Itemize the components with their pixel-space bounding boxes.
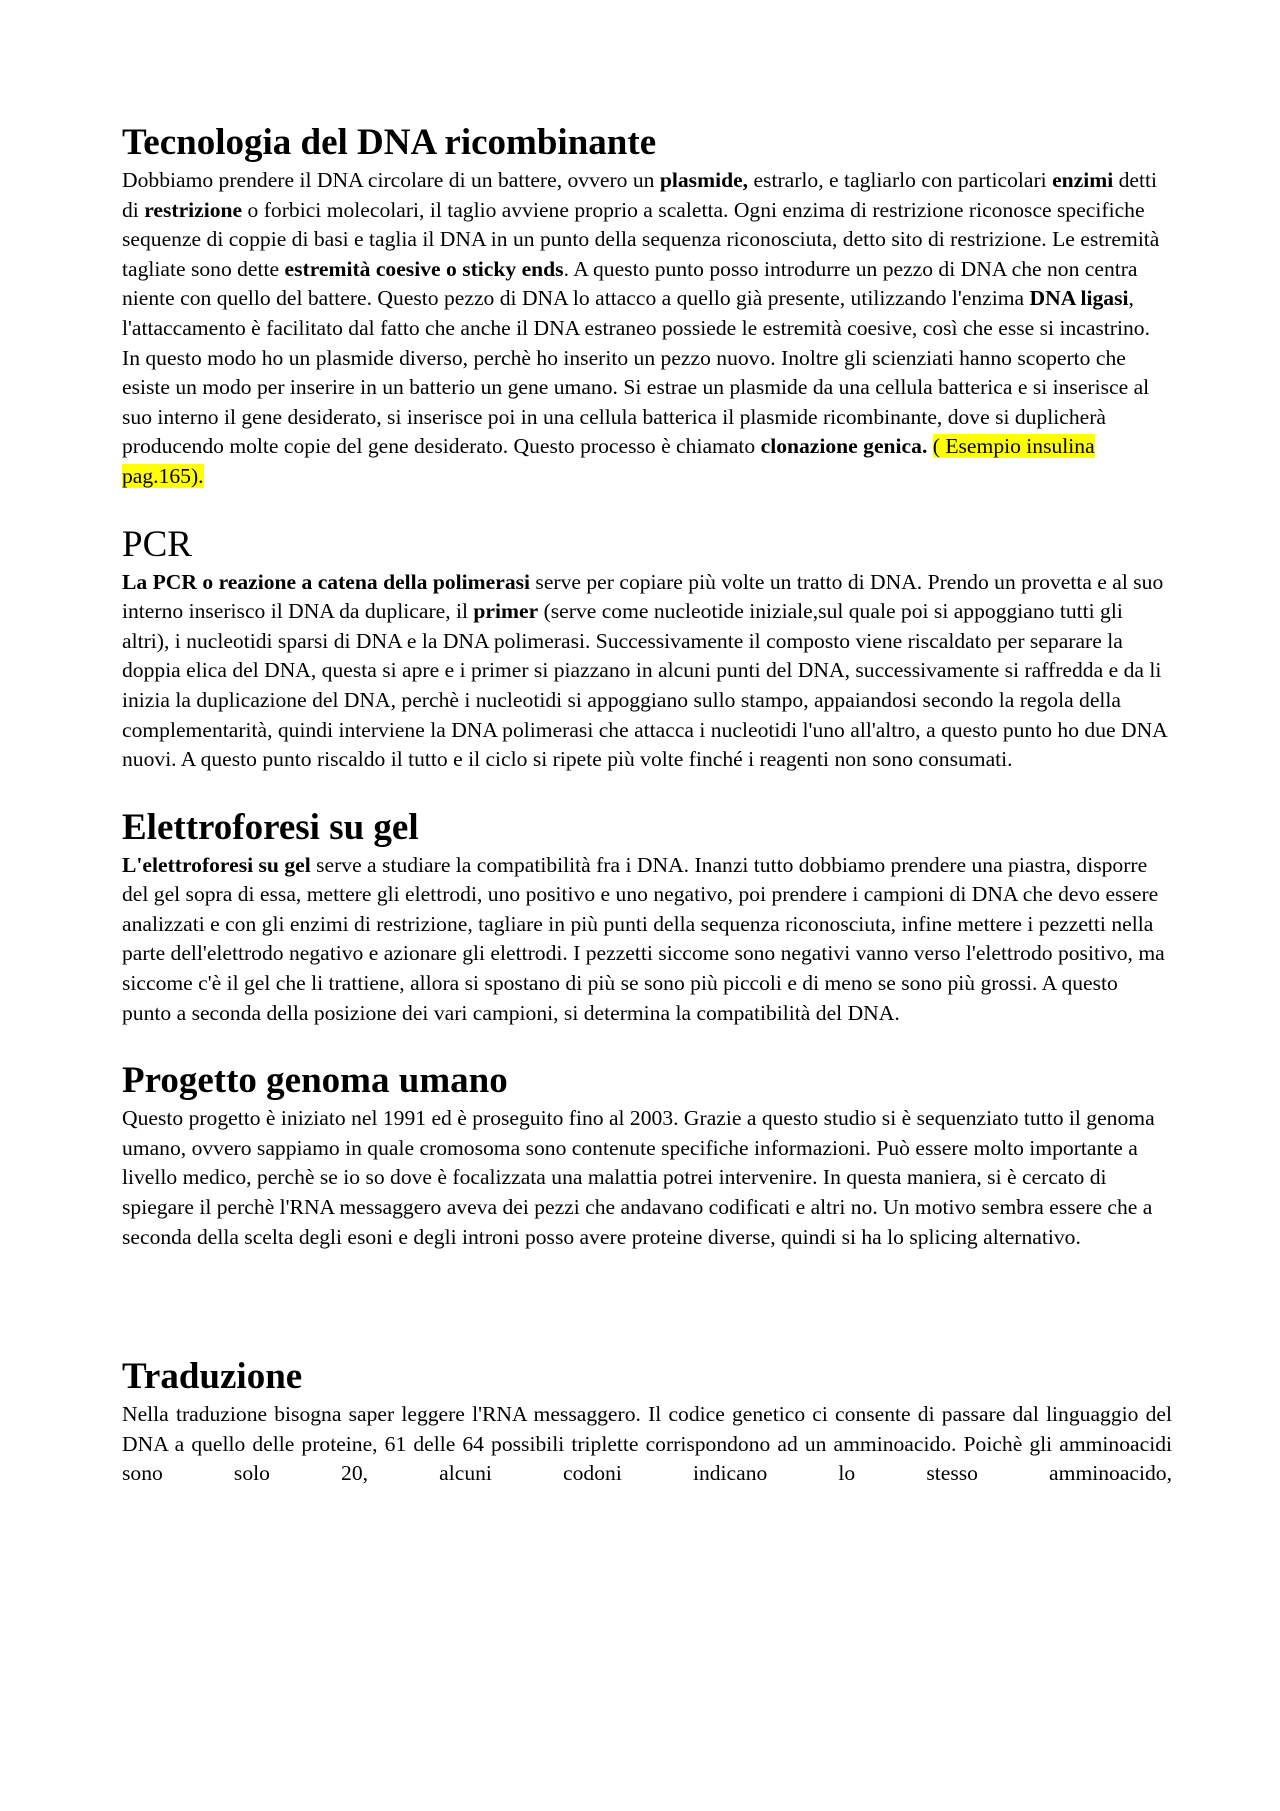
bold-term: DNA ligasi	[1029, 286, 1129, 311]
section-pcr	[122, 522, 1172, 775]
document-page	[122, 120, 1172, 1489]
section-title: PCR	[122, 523, 192, 565]
highlighted-note: ( Esempio insulina pag.165).	[122, 434, 1095, 488]
text-run: o forbici molecolari, il taglio avviene proprio a scaletta. Ogni enzima di restrizione riconosce specifiche sequenze di coppie di basi e taglia il DNA in un punto della sequenza riconosciuta, detto sito di restrizione. Le estremità tagliate sono dette	[122, 197, 1160, 281]
section-title: Elettroforesi su gel	[122, 806, 419, 848]
text-run: Questo progetto è iniziato nel 1991 ed è proseguito fino al 2003. Grazie a questo studio si è sequenziato tutto il genoma umano, ovvero sappiamo in quale cromosoma sono contenute specifiche informazioni. Può essere molto importante a livello medico, perchè se io so dove è focalizzata una malattia potrei intervenire. In questa maniera, si è cercato di spiegare il perchè l'RNA messaggero aveva dei pezzi che andavano codificati e altri no. Un motivo sembra essere che a seconda della scelta degli esoni e degli introni posso avere proteine diverse, quindi si ha lo splicing alternativo.	[122, 1106, 1155, 1249]
text-run: serve per copiare più volte un tratto di DNA. Prendo un provetta e al suo interno inserisco il DNA da duplicare, il	[122, 569, 1164, 624]
section-body	[122, 568, 1172, 775]
bold-term: primer	[473, 599, 539, 624]
bold-term: La PCR o reazione a catena della polimerasi	[122, 569, 531, 594]
bold-term: estremità coesive o sticky ends	[284, 256, 564, 281]
bold-term: restrizione	[144, 197, 243, 222]
text-run: estrarlo, e tagliarlo con particolari	[748, 168, 1053, 192]
bold-term: clonazione genica.	[760, 434, 928, 459]
section-progetto-genoma	[122, 1058, 1172, 1252]
text-run	[927, 434, 932, 458]
section-body	[122, 1400, 1172, 1489]
section-tecnologia-dna	[122, 120, 1172, 492]
section-elettroforesi	[122, 805, 1172, 1029]
text-run: serve a studiare la compatibilità fra i DNA. Inanzi tutto dobbiamo prendere una piastra, disporre del gel sopra di essa, mettere gli elettrodi, uno positivo e uno negativo, poi prendere i campioni di DNA che devo essere analizzati e con gli enzimi di restrizione, tagliare in più punti della sequenza riconosciuta, infine mettere i pezzetti nella parte dell'elettrodo negativo e azionare gli elettrodi. I pezzetti siccome sono negativi vanno verso l'elettrodo positivo, ma siccome c'è il gel che li trattiene, allora si spostano di più se sono più piccoli e di meno se sono più grossi. A questo punto a seconda della posizione dei vari campioni, si determina la compatibilità del DNA.	[122, 852, 1165, 1025]
section-body	[122, 1104, 1172, 1252]
section-title: Traduzione	[122, 1356, 303, 1398]
section-title: Tecnologia del DNA ricombinante	[122, 122, 657, 163]
section-title: Progetto genoma umano	[122, 1060, 508, 1102]
text-run: Nella traduzione bisogna saper leggere l'RNA messaggero. Il codice genetico ci consente di passare dal linguaggio del DNA a quello delle proteine, 61 delle 64 possibili triplette corrispondono ad un amminoacido. Poichè gli amminoacidi sono solo 20, alcuni codoni indicano lo stesso amminoacido,	[122, 1402, 1172, 1486]
bold-term: enzimi	[1052, 168, 1114, 192]
section-body	[122, 166, 1172, 492]
text-run: Dobbiamo prendere il DNA circolare di un battere, ovvero un	[122, 168, 660, 192]
text-run: , l'attaccamento è facilitato dal fatto che anche il DNA estraneo possiede le estremità coesive, così che esse si incastrino. In questo modo ho un plasmide diverso, perchè ho inserito un pezzo nuovo. Inoltre gli scienziati hanno scoperto che esiste un modo per inserire in un batterio un gene umano. Si estrae un plasmide da una cellula batterica e si inserisce al suo interno il gene desiderato, si inserisce poi in una cellula batterica il plasmide ricombinante, dove si duplicherà producendo molte copie del gene desiderato. Questo processo è chiamato	[122, 286, 1150, 459]
section-traduzione	[122, 1354, 1172, 1489]
text-run: detti di	[122, 168, 1158, 222]
bold-term: plasmide,	[659, 168, 749, 192]
text-run: . A questo punto posso introdurre un pezzo di DNA che non centra niente con quello del battere. Questo pezzo di DNA lo attacco a quello già presente, utilizzando l'enzima	[122, 256, 1138, 311]
bold-term: L'elettroforesi su gel	[122, 852, 311, 877]
text-run: (serve come nucleotide iniziale,sul quale poi si appoggiano tutti gli altri), i nucleotidi sparsi di DNA e la DNA polimerasi. Successivamente il composto viene riscaldato per separare la doppia elica del DNA, questa si apre e i primer si piazzano in alcuni punti del DNA, successivamente si raffredda e da li inizia la duplicazione del DNA, perchè i nucleotidi si appoggiano sullo stampo, appaiandosi secondo la regola della complementarità, quindi interviene la DNA polimerasi che attacca i nucleotidi l'uno all'altro, a questo punto ho due DNA nuovi. A questo punto riscaldo il tutto e il ciclo si ripete più volte finché i reagenti non sono consumati.	[122, 599, 1167, 772]
section-body	[122, 851, 1172, 1029]
